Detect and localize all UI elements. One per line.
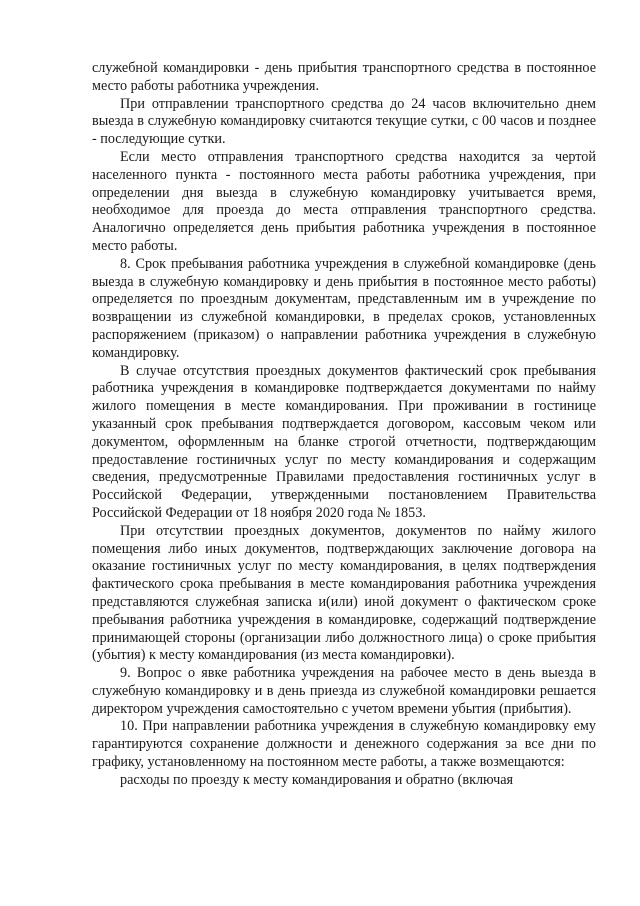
paragraph-no-documents-memo: При отсутствии проездных документов, документов по найму жилого помещения либо иных документов, подтверждающих заключение договора на оказание гостиничных услуг по месту командирования, в целях подтверждения фактического срока пребывания в месте командирования работника учреждения представляются служебная записка и(или) иной документ о фактическом сроке пребывания работника учреждения в командировке, содержащий подтверждение принимающей стороны (организации либо должностного лица) о сроке прибытия (убытия) к месту командирования (из места командировки). [92,522,596,664]
document-body [92,60,596,790]
paragraph-no-travel-documents: В случае отсутствия проездных документов фактический срок пребывания работника учреждения в командировке подтверждается документами по найму жилого помещения в месте командирования. При проживании в гостинице указанный срок пребывания подтверждается договором, кассовым чеком или документом, оформленным на бланке строгой отчетности, подтверждающим предоставление гостиничных услуг по месту командирования и содержащим сведения, предусмотренные Правилами предоставления гостиничных услуг в Российской Федерации, утвержденными постановлением Правительства Российской Федерации от 18 ноября 2020 года № 1853. [92,362,596,521]
paragraph-continuation: служебной командировки - день прибытия транспортного средства в постоянное место работы работника учреждения. [92,60,596,94]
paragraph-travel-expenses: расходы по проезду к месту командирования и обратно (включая [120,771,514,788]
paragraph-departure-place: Если место отправления транспортного средства находится за чертой населенного пункта - постоянного места работы работника учреждения, при определении дня выезда в служебную командировку учитывается время, необходимое для проезда до места отправления транспортного средства. Аналогично определяется день прибытия работника учреждения в постоянное место работы. [92,148,596,254]
paragraph-departure-time: При отправлении транспортного средства до 24 часов включительно днем выезда в служебную командировку считаются текущие сутки, с 00 часов и позднее - последующие сутки. [92,95,596,148]
paragraph-section-9: 9. Вопрос о явке работника учреждения на рабочее место в день выезда в служебную командировку и в день приезда из служебной командировки решается директором учреждения самостоятельно с учетом времени убытия (прибытия). [92,665,596,717]
paragraph-section-8: 8. Срок пребывания работника учреждения в служебной командировке (день выезда в служебную командировку и день прибытия в постоянное место работы) определяется по проездным документам, представленным им в учреждение по возвращении из служебной командировки, в пределах сроков, установленных распоряжением (приказом) о направлении работника учреждения в служебную командировку. [92,255,596,361]
paragraph-section-10: 10. При направлении работника учреждения в служебную командировку ему гарантируются сохранение должности и денежного содержания за все дни по графику, установленному на постоянном месте работы, а также возмещаются: [92,718,596,771]
